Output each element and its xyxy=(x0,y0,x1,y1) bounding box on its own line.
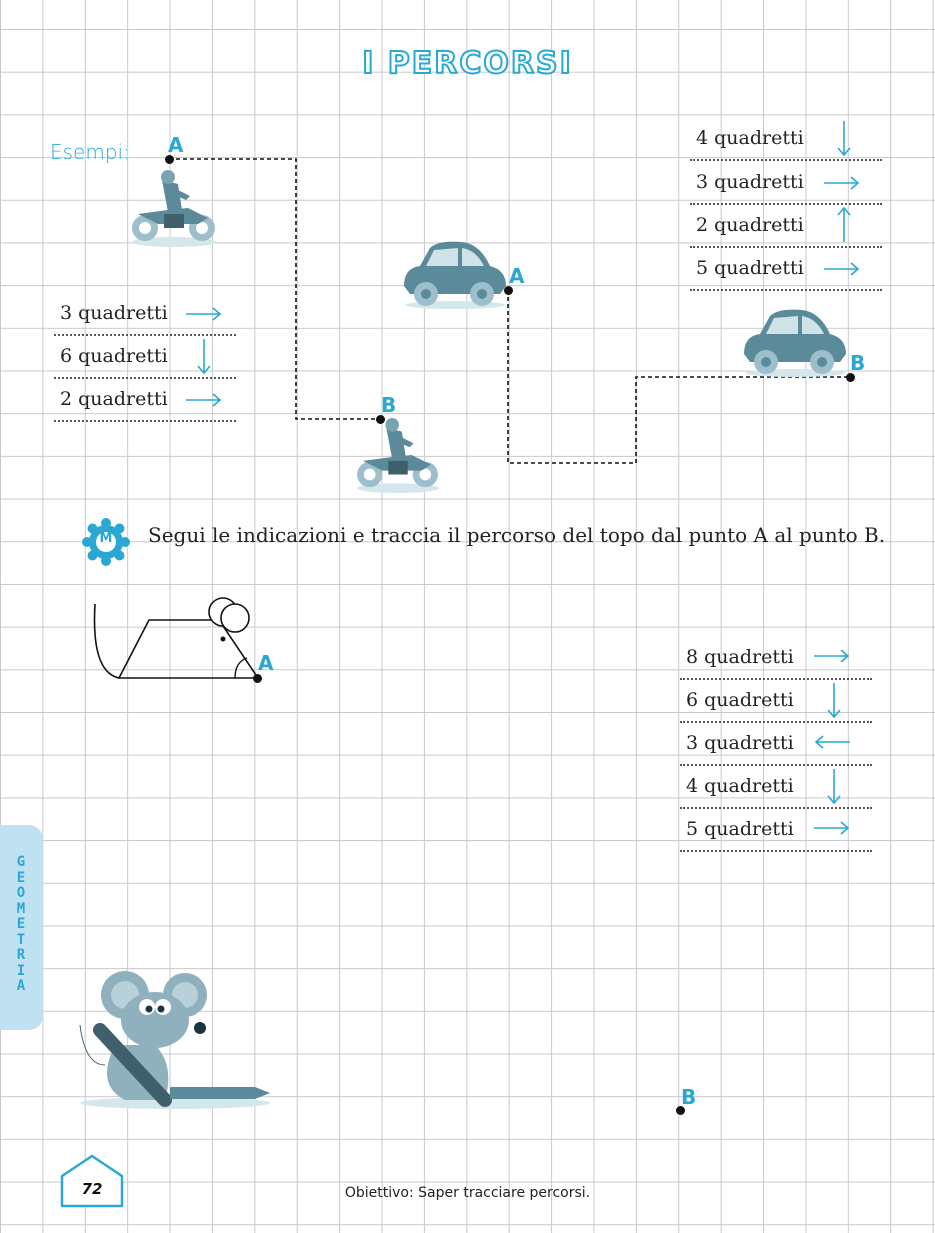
car-step-1 xyxy=(690,117,882,161)
side-tab-label: G E O M E T R I A xyxy=(16,854,26,994)
arrow-right-icon xyxy=(184,304,224,324)
moto-point-b: B xyxy=(381,393,397,417)
car-step-2 xyxy=(690,161,882,205)
step-text: 3 quadretti xyxy=(686,732,794,754)
arrow-down-icon xyxy=(824,681,844,721)
exercise-step-3 xyxy=(680,722,872,766)
step-text: 4 quadretti xyxy=(686,775,794,797)
step-text: 6 quadretti xyxy=(60,345,168,367)
arrow-right-icon xyxy=(812,818,852,838)
step-text: 3 quadretti xyxy=(60,302,168,324)
car-icon xyxy=(400,238,510,310)
motorcycle-icon xyxy=(128,170,220,248)
step-text: 2 quadretti xyxy=(60,388,168,410)
moto-point-a: A xyxy=(168,133,184,157)
exercise-step-4 xyxy=(680,765,872,809)
motorcycle-icon xyxy=(352,418,444,494)
car-step-4 xyxy=(690,247,882,291)
arrow-right-icon xyxy=(822,259,862,279)
exercise-step-1 xyxy=(680,636,872,680)
footer-objective: Obiettivo: Saper tracciare percorsi. xyxy=(344,1185,591,1201)
mouse-with-pencil-icon xyxy=(75,965,275,1110)
step-text: 4 quadretti xyxy=(696,127,804,149)
step-text: 8 quadretti xyxy=(686,646,794,668)
car-point-b: B xyxy=(850,351,866,375)
arrow-up-icon xyxy=(834,204,854,244)
exercise-point-a: A xyxy=(258,651,274,675)
arrow-down-icon xyxy=(824,767,844,807)
step-text: 5 quadretti xyxy=(686,818,794,840)
step-text: 2 quadretti xyxy=(696,214,804,236)
arrow-down-icon xyxy=(834,119,854,159)
mouse-outline-drawing xyxy=(85,592,265,687)
step-text: 5 quadretti xyxy=(696,257,804,279)
moto-step-1 xyxy=(54,292,236,336)
page-title: I PERCORSI xyxy=(362,46,573,81)
badge-letter: M xyxy=(99,531,113,546)
examples-label: Esempi: xyxy=(50,140,130,164)
arrow-right-icon xyxy=(184,390,224,410)
step-text: 6 quadretti xyxy=(686,689,794,711)
exercise-start-dot xyxy=(253,674,262,683)
page-number: 72 xyxy=(81,1180,103,1198)
car-point-a: A xyxy=(509,264,525,288)
arrow-down-icon xyxy=(194,337,214,377)
exercise-instruction: Segui le indicazioni e traccia il percorso del topo dal punto A al punto B. xyxy=(148,523,886,547)
exercise-point-b: B xyxy=(681,1085,697,1109)
exercise-step-2 xyxy=(680,679,872,723)
moto-step-3 xyxy=(54,378,236,422)
step-text: 3 quadretti xyxy=(696,171,804,193)
arrow-right-icon xyxy=(812,646,852,666)
car-icon xyxy=(740,306,850,378)
arrow-right-icon xyxy=(822,173,862,193)
arrow-left-icon xyxy=(812,732,852,752)
exercise-step-5 xyxy=(680,808,872,852)
car-step-3 xyxy=(690,204,882,248)
moto-step-2 xyxy=(54,335,236,379)
